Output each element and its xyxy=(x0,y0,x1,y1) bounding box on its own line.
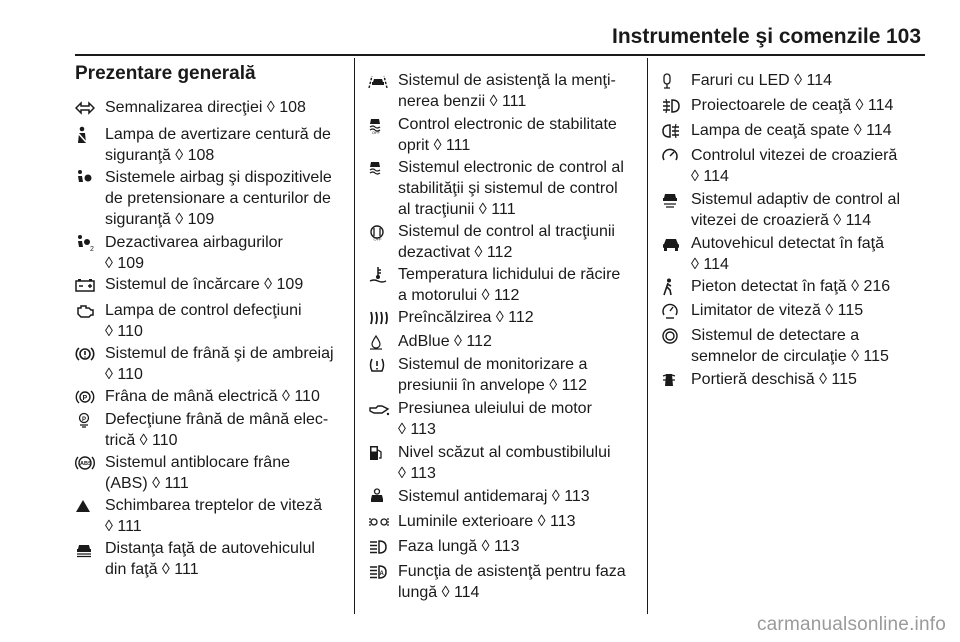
indicator-entry xyxy=(661,233,929,275)
indicator-entry-text: Limitator de viteză ◊ 115 xyxy=(691,302,864,319)
indicator-entry xyxy=(75,386,343,407)
indicator-entry xyxy=(368,398,636,440)
indicator-entry xyxy=(75,300,343,342)
airbag-icon xyxy=(75,167,97,188)
immobiliser-icon xyxy=(368,486,390,507)
indicator-entry xyxy=(661,95,929,116)
indicator-entry-text: Nivel scăzut al combustibilului ◊ 113 xyxy=(398,444,611,482)
indicator-entry-text: Distanţa faţă de autovehiculul din faţă ◊ 111 xyxy=(105,540,315,578)
column-divider-2 xyxy=(647,58,648,614)
indicator-entry-text: Faruri cu LED ◊ 114 xyxy=(691,72,832,89)
seat-belt-icon xyxy=(75,124,97,145)
speed-limiter-icon xyxy=(661,300,683,321)
parking-brake-icon xyxy=(75,386,97,407)
traction-off-icon xyxy=(368,221,390,242)
coolant-temperature-icon xyxy=(368,264,390,285)
high-beam-icon xyxy=(368,536,390,557)
indicator-entry xyxy=(75,232,343,274)
watermark: carmanualsonline.info xyxy=(756,614,946,635)
indicator-entry-text: Sistemul de detectare a semnelor de circulaţie ◊ 115 xyxy=(691,327,889,365)
indicator-entry xyxy=(661,70,929,91)
indicator-entry xyxy=(75,97,343,118)
indicator-entry-text: AdBlue ◊ 112 xyxy=(398,333,492,350)
svg-text:OFF: OFF xyxy=(372,129,380,134)
turn-signal-icon xyxy=(75,97,97,118)
exterior-lights-icon xyxy=(368,511,390,532)
glow-plug-icon xyxy=(368,307,390,328)
indicator-entry-text: Dezactivarea airbagurilor ◊ 109 xyxy=(105,234,283,272)
indicator-entry xyxy=(75,343,343,385)
indicator-entry xyxy=(75,409,343,451)
front-fog-light-icon xyxy=(661,95,683,116)
parking-brake-fault-icon xyxy=(75,409,97,430)
brake-icon xyxy=(75,343,97,364)
indicator-entry xyxy=(368,114,636,156)
tire-pressure-icon xyxy=(368,354,390,375)
indicator-entry-text: Funcţia de asistenţă pentru faza lungă ◊ 114 xyxy=(398,563,626,601)
indicator-entry xyxy=(368,511,636,532)
indicator-entry-text: Sistemul antiblocare frâne (ABS) ◊ 111 xyxy=(105,454,290,492)
esc-off-icon xyxy=(368,114,390,135)
indicator-entry-text: Sistemul de frână şi de ambreiaj ◊ 110 xyxy=(105,345,334,383)
indicator-entry-text: Sistemul de control al tracţiunii dezactivat ◊ 112 xyxy=(398,223,615,261)
indicator-entry-text: Autovehicul detectat în faţă ◊ 114 xyxy=(691,235,885,273)
page-header-title: Instrumentele şi comenzile xyxy=(612,25,881,48)
indicator-entry-text: Sistemul antidemaraj ◊ 113 xyxy=(398,488,590,505)
svg-text:A: A xyxy=(379,570,384,577)
indicator-entry xyxy=(661,276,929,297)
svg-text:P: P xyxy=(82,416,87,423)
indicator-entry xyxy=(661,325,929,367)
svg-text:P: P xyxy=(82,394,88,402)
led-headlight-icon xyxy=(661,70,683,91)
battery-icon xyxy=(75,274,97,295)
column-divider-1 xyxy=(354,58,355,614)
indicator-entry xyxy=(75,124,343,166)
indicator-entry-text: Portieră deschisă ◊ 115 xyxy=(691,371,857,388)
indicator-entry-text: Controlul vitezei de croazieră ◊ 114 xyxy=(691,147,898,185)
adaptive-cruise-icon xyxy=(661,189,683,210)
indicator-entry-text: Frâna de mână electrică ◊ 110 xyxy=(105,388,320,405)
indicator-entry-text: Sistemul de încărcare ◊ 109 xyxy=(105,276,304,293)
lane-assist-icon xyxy=(368,70,390,91)
indicator-entry xyxy=(368,221,636,263)
indicator-entry-text: Temperatura lichidului de răcire a motorului ◊ 112 xyxy=(398,266,621,304)
indicator-entry xyxy=(368,264,636,306)
airbag-off-icon xyxy=(75,232,97,253)
indicator-entry xyxy=(368,442,636,484)
indicator-entry-text: Control electronic de stabilitate oprit ◊ 111 xyxy=(398,116,617,154)
indicator-entry-text: Schimbarea treptelor de viteză ◊ 111 xyxy=(105,497,322,535)
traffic-sign-icon xyxy=(661,325,683,346)
door-open-icon xyxy=(661,369,683,390)
indicator-entry-text: Sistemul adaptiv de control al vitezei de croazieră ◊ 114 xyxy=(691,191,900,229)
vehicle-ahead-icon xyxy=(661,233,683,254)
high-beam-assist-icon xyxy=(368,561,390,582)
rear-fog-light-icon xyxy=(661,120,683,141)
indicator-entry xyxy=(661,189,929,231)
indicator-entry xyxy=(75,167,343,230)
indicator-entry xyxy=(661,120,929,141)
engine-icon xyxy=(75,300,97,321)
indicator-entry xyxy=(661,145,929,187)
indicator-entry-text: Presiunea uleiului de motor ◊ 113 xyxy=(398,400,592,438)
esc-icon xyxy=(368,157,390,178)
indicator-entry-text: Sistemul de asistenţă la menţi- nerea benzii ◊ 111 xyxy=(398,72,616,110)
header-divider xyxy=(75,54,925,56)
indicator-entry-text: Preîncălzirea ◊ 112 xyxy=(398,309,534,326)
page-number: 103 xyxy=(886,25,922,48)
indicator-entry-text: Luminile exterioare ◊ 113 xyxy=(398,513,576,530)
indicator-entry-text: Lampa de control defecţiuni ◊ 110 xyxy=(105,302,302,340)
indicator-entry xyxy=(75,452,343,494)
oil-pressure-icon xyxy=(368,398,390,419)
indicator-entry xyxy=(368,354,636,396)
cruise-control-icon xyxy=(661,145,683,166)
following-distance-icon xyxy=(75,538,97,559)
fuel-icon xyxy=(368,442,390,463)
indicator-entry-text: Sistemul de monitorizare a presiunii în anvelope ◊ 112 xyxy=(398,356,588,394)
indicator-entry-text: Defecţiune frână de mână elec- trică ◊ 110 xyxy=(105,411,329,449)
indicator-entry xyxy=(368,331,636,352)
indicator-entry xyxy=(368,70,636,112)
shift-up-icon xyxy=(75,495,97,516)
indicator-entry xyxy=(75,495,343,537)
indicator-entry-text: Pieton detectat în faţă ◊ 216 xyxy=(691,278,891,295)
indicator-entry xyxy=(368,536,636,557)
indicator-entry xyxy=(661,369,929,390)
indicator-entry xyxy=(75,274,343,295)
pedestrian-icon xyxy=(661,276,683,297)
indicator-entry xyxy=(368,486,636,507)
indicator-entry xyxy=(661,300,929,321)
indicator-entry-text: Faza lungă ◊ 113 xyxy=(398,538,520,555)
indicator-entry-text: Semnalizarea direcţiei ◊ 108 xyxy=(105,99,306,116)
indicator-entry-text: Sistemul electronic de control al stabilităţii şi sistemul de control al tracţiunii ◊ 111 xyxy=(398,159,624,218)
indicator-entry-text: Lampa de avertizare centură de siguranţă ◊ 108 xyxy=(105,126,331,164)
indicator-entry-text: Proiectoarele de ceaţă ◊ 114 xyxy=(691,97,894,114)
indicator-entry xyxy=(368,561,636,603)
svg-text:2: 2 xyxy=(90,245,94,252)
indicator-entry xyxy=(368,157,636,220)
indicator-entry-text: Lampa de ceaţă spate ◊ 114 xyxy=(691,122,892,139)
svg-text:ABS: ABS xyxy=(80,460,92,467)
indicator-entry xyxy=(75,538,343,580)
indicator-entry xyxy=(368,307,636,328)
indicator-entry-text: Sistemele airbag şi dispozitivele de pretensionare a centurilor de siguranţă ◊ 109 xyxy=(105,169,332,228)
adblue-icon xyxy=(368,331,390,352)
section-title: Prezentare generală xyxy=(75,63,256,84)
abs-icon xyxy=(75,452,97,473)
svg-text:OFF: OFF xyxy=(373,236,382,241)
